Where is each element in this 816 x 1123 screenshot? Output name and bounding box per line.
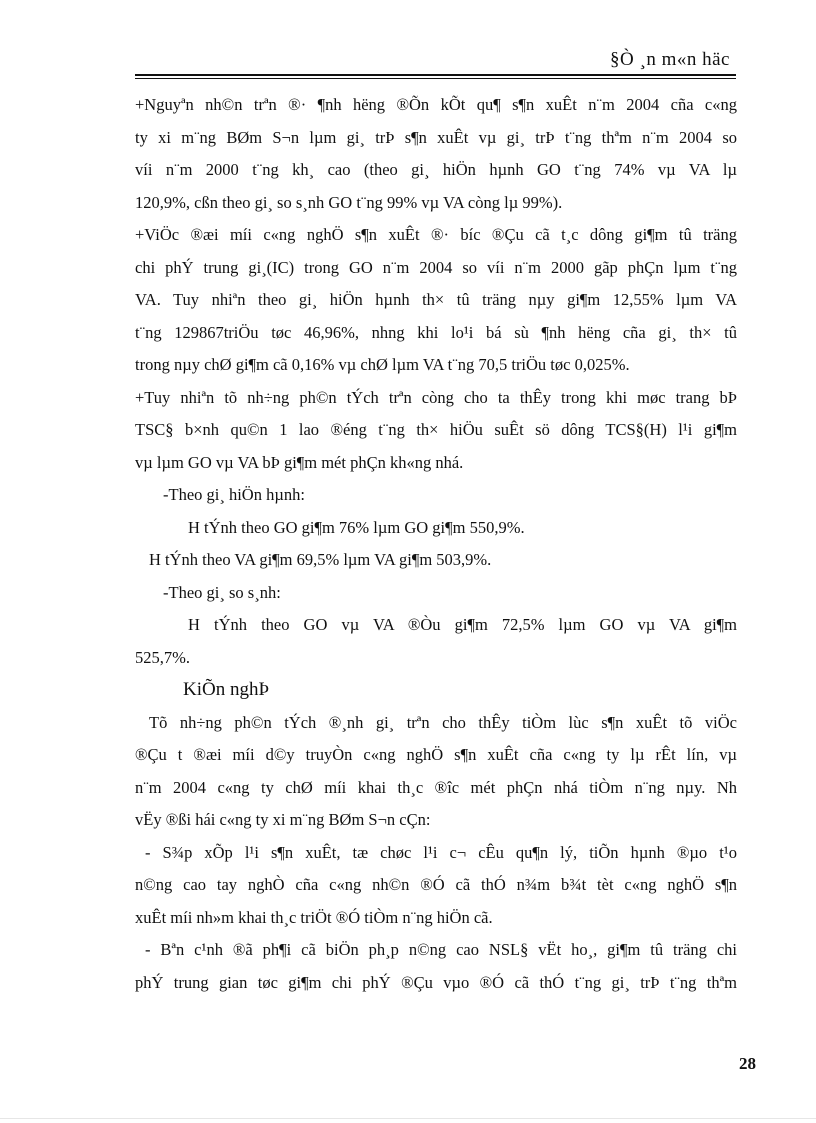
text-line: víi n¨m 2000 t¨ng kh¸ cao (theo gi¸ hiÖn hµnh GO t¨ng 74% vµ VA lµ xyxy=(135,160,737,179)
text-line: trong nµy chØ gi¶m cã 0,16% vµ chØ lµm VA t¨ng 70,5 triÖu tøc 0,025%. xyxy=(135,355,630,374)
text-line: vµ lµm GO vµ VA bÞ gi¶m mét phÇn kh«ng nhá. xyxy=(135,452,464,472)
text-line: VA. Tuy nhiªn theo gi¸ hiÖn hµnh th× tû träng nµy gi¶m 12,55% lµm VA xyxy=(135,290,737,309)
text-line: +Tuy nhiªn tõ nh÷ng ph©n tÝch trªn còng cho ta thÊy trong khi møc trang bÞ xyxy=(135,387,737,407)
text-line: H tÝnh theo GO vµ VA ®Òu gi¶m 72,5% lµm GO vµ VA gi¶m xyxy=(188,615,737,634)
text-line: - S¾p xÕp l¹i s¶n xuÊt, tæ chøc l¹i c¬ cÊu qu¶n lý, tiÕn hµnh ®µo t¹o xyxy=(145,842,737,862)
header-rule-thin xyxy=(135,78,736,79)
text-line: ty xi m¨ng BØm S¬n lµm gi¸ trÞ s¶n xuÊt vµ gi¸ trÞ t¨ng thªm n¨m 2004 so xyxy=(135,127,737,147)
section-heading: KiÕn nghÞ xyxy=(183,679,270,700)
text-line: 120,9%, cßn theo gi¸ so s¸nh GO t¨ng 99% vµ VA còng lµ 99%). xyxy=(135,192,563,212)
text-line: chi phÝ trung gi¸(IC) trong GO n¨m 2004 so víi n¨m 2000 gãp phÇn lµm t¨ng xyxy=(135,257,737,277)
text-line: n¨m 2004 c«ng ty chØ míi khai th¸c ®îc mét phÇn nhá tiÒm n¨ng nµy. Nh xyxy=(135,777,737,797)
text-line: -Theo gi¸ hiÖn hµnh: xyxy=(163,485,305,504)
text-line: +Nguyªn nh©n trªn ®· ¶nh hëng ®Õn kÕt qu¶ s¶n xuÊt n¨m 2004 cña c«ng xyxy=(135,95,737,114)
text-line: - Bªn c¹nh ®ã ph¶i cã biÖn ph¸p n©ng cao NSL§ vËt ho¸, gi¶m tû träng chi xyxy=(145,940,737,959)
text-line: +ViÖc ®æi míi c«ng nghÖ s¶n xuÊt ®· bíc ®Çu cã t¸c dông gi¶m tû träng xyxy=(135,225,737,244)
text-line: H tÝnh theo VA gi¶m 69,5% lµm VA gi¶m 503,9%. xyxy=(149,550,492,569)
text-line: ®Çu t ®æi míi d©y truyÒn c«ng nghÖ s¶n xuÊt cña c«ng ty lµ rÊt lín, vµ xyxy=(135,745,737,764)
page-header-title: §Ò ¸n m«n häc xyxy=(610,49,730,70)
text-line: 525,7%. xyxy=(135,647,190,667)
text-line: n©ng cao tay nghÒ cña c«ng nh©n ®Ó cã thÓ n¾m b¾t tèt c«ng nghÖ s¶n xyxy=(135,875,737,894)
page-number: 28 xyxy=(739,1054,756,1073)
text-line: Tõ nh÷ng ph©n tÝch ®¸nh gi¸ trªn cho thÊy tiÒm lùc s¶n xuÊt tõ viÖc xyxy=(149,712,737,732)
body-text xyxy=(135,89,737,999)
text-line: xuÊt míi nh»m khai th¸c triÖt ®Ó tiÒm n¨ng hiÖn cã. xyxy=(135,907,493,927)
text-line: phÝ trung gian tøc gi¶m chi phÝ ®Çu vµo ®Ó cã thÓ t¨ng gi¸ trÞ t¨ng thªm xyxy=(135,972,737,992)
page-bottom-edge xyxy=(0,1118,816,1119)
text-line: H tÝnh theo GO gi¶m 76% lµm GO gi¶m 550,9%. xyxy=(188,517,525,537)
text-line: t¨ng 129867triÖu tøc 46,96%, nhng khi lo¹i bá sù ¶nh hëng cña gi¸ th× tû xyxy=(135,322,737,342)
text-line: vËy ®ßi hái c«ng ty xi m¨ng BØm S¬n cÇn: xyxy=(135,810,431,829)
text-line: -Theo gi¸ so s¸nh: xyxy=(163,582,281,602)
text-line: TSC§ b×nh qu©n 1 lao ®éng t¨ng th× hiÖu suÊt sö dông TCS§(H) l¹i gi¶m xyxy=(135,420,737,439)
header-rule-thick xyxy=(135,74,736,76)
